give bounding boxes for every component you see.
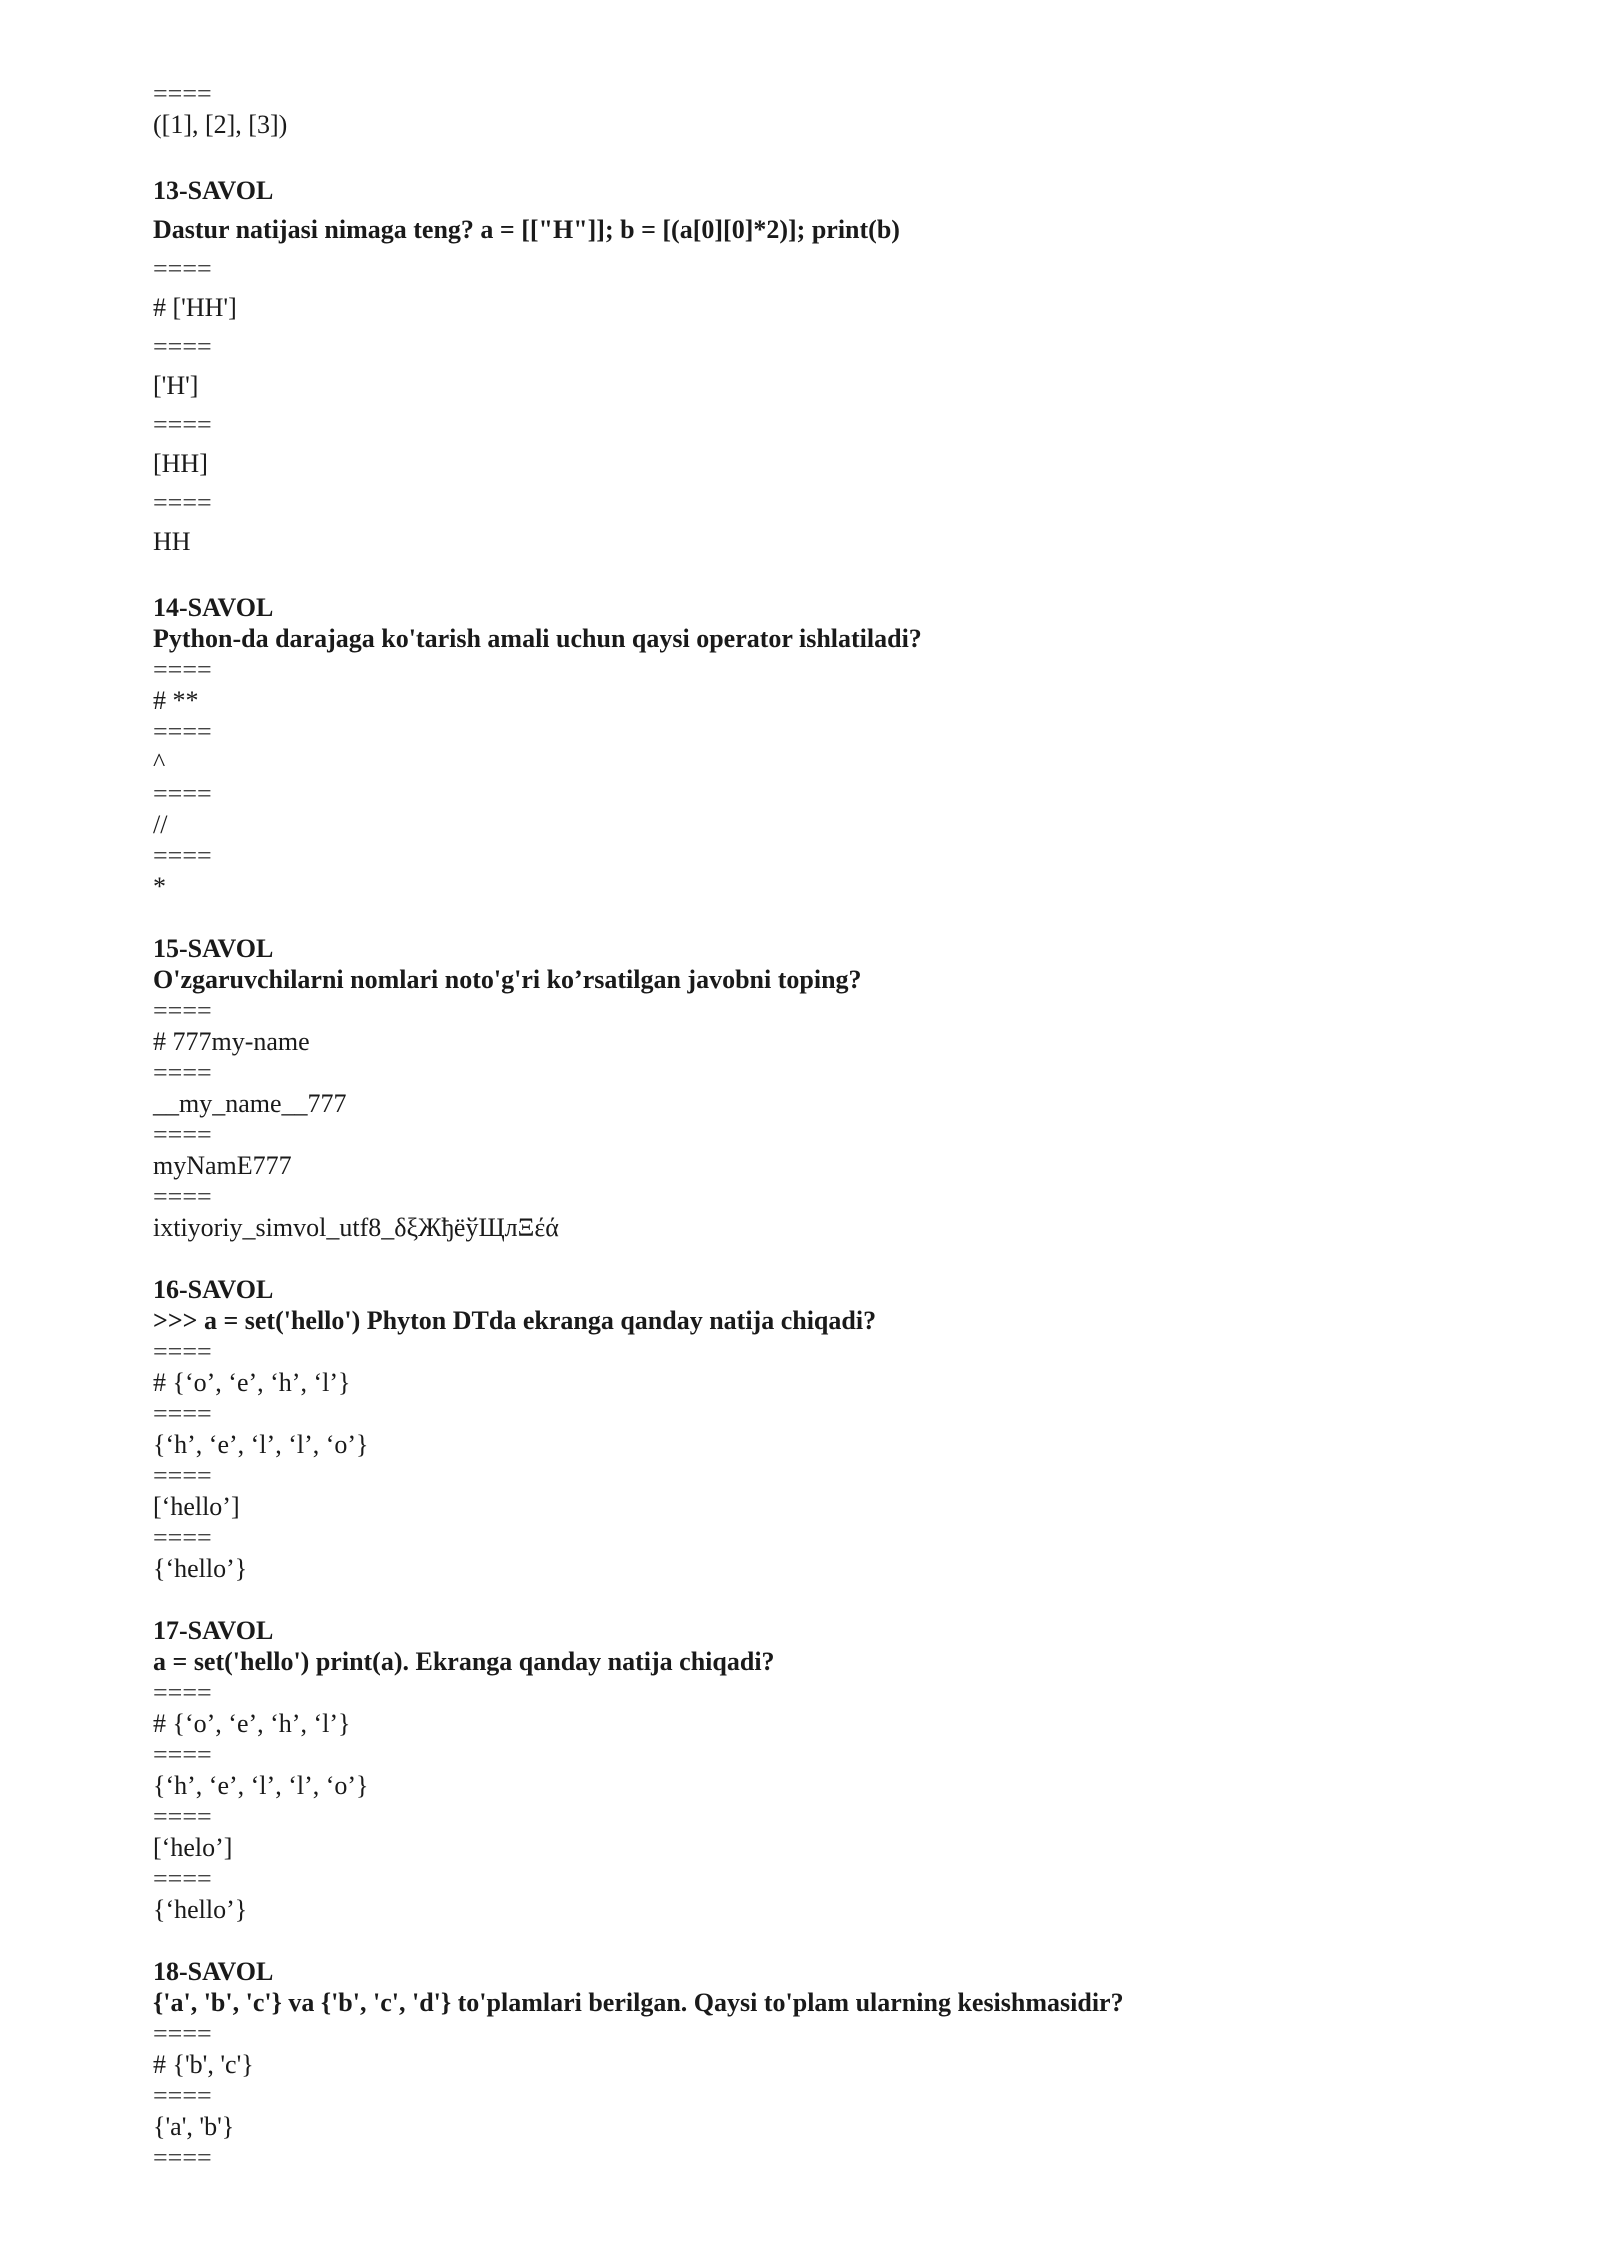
answer-option: __my_name__777	[153, 1089, 347, 1118]
separator: ====	[153, 79, 212, 108]
question-title: 16-SAVOL	[153, 1275, 274, 1304]
answer-option: {‘h’, ‘e’, ‘l’, ‘l’, ‘o’}	[153, 1430, 369, 1459]
answer-option: [HH]	[153, 449, 208, 478]
separator: ====	[153, 2019, 212, 2048]
question-text: {'a', 'b', 'c'} va {'b', 'c', 'd'} to'plamlari berilgan. Qaysi to'plam ularning kesishmasidir?	[153, 1988, 1124, 2017]
separator: ====	[153, 1740, 212, 1769]
answer-option: ^	[153, 748, 166, 777]
question-text: >>> a = set('hello') Phyton DTda ekranga qanday natija chiqadi?	[153, 1306, 877, 1335]
question-title: 15-SAVOL	[153, 934, 274, 963]
separator: ====	[153, 1182, 212, 1211]
answer-option: [‘helo’]	[153, 1833, 233, 1862]
question-title: 17-SAVOL	[153, 1616, 274, 1645]
separator: ====	[153, 1864, 212, 1893]
answer-option: {‘h’, ‘e’, ‘l’, ‘l’, ‘o’}	[153, 1771, 369, 1800]
separator: ====	[153, 1802, 212, 1831]
separator: ====	[153, 1523, 212, 1552]
separator: ====	[153, 2143, 212, 2172]
answer-option: HH	[153, 527, 191, 556]
question-text: O'zgaruvchilarni nomlari noto'g'ri ko’rsatilgan javobni toping?	[153, 965, 862, 994]
separator: ====	[153, 841, 212, 870]
separator: ====	[153, 410, 212, 439]
separator: ====	[153, 2081, 212, 2110]
answer-option-correct: # {‘o’, ‘e’, ‘h’, ‘l’}	[153, 1709, 351, 1738]
question-title: 13-SAVOL	[153, 176, 274, 205]
answer-option: *	[153, 872, 166, 901]
separator: ====	[153, 779, 212, 808]
answer-option: {‘hello’}	[153, 1554, 248, 1583]
separator: ====	[153, 254, 212, 283]
question-text: Dastur natijasi nimaga teng? a = [["H"]]; b = [(a[0][0]*2)]; print(b)	[153, 215, 900, 244]
answer-option-correct: # {‘o’, ‘e’, ‘h’, ‘l’}	[153, 1368, 351, 1397]
answer-option-correct: # **	[153, 686, 199, 715]
separator: ====	[153, 488, 212, 517]
answer-option: myNamE777	[153, 1151, 292, 1180]
answer-option: ['H']	[153, 371, 199, 400]
answer-option: ([1], [2], [3])	[153, 110, 288, 139]
separator: ====	[153, 1399, 212, 1428]
question-text: Python-da darajaga ko'tarish amali uchun qaysi operator ishlatiladi?	[153, 624, 922, 653]
separator: ====	[153, 1058, 212, 1087]
answer-option: //	[153, 810, 168, 839]
answer-option: [‘hello’]	[153, 1492, 240, 1521]
answer-option-correct: # ['HH']	[153, 293, 237, 322]
separator: ====	[153, 717, 212, 746]
answer-option-correct: # 777my-name	[153, 1027, 310, 1056]
separator: ====	[153, 1120, 212, 1149]
separator: ====	[153, 1461, 212, 1490]
answer-option: {'a', 'b'}	[153, 2112, 235, 2141]
separator: ====	[153, 996, 212, 1025]
answer-option: {‘hello’}	[153, 1895, 248, 1924]
separator: ====	[153, 1678, 212, 1707]
separator: ====	[153, 1337, 212, 1366]
question-text: a = set('hello') print(a). Ekranga qanday natija chiqadi?	[153, 1647, 775, 1676]
question-title: 14-SAVOL	[153, 593, 274, 622]
answer-option-correct: # {'b', 'c'}	[153, 2050, 254, 2079]
question-title: 18-SAVOL	[153, 1957, 274, 1986]
document-page	[153, 78, 1483, 2173]
separator: ====	[153, 655, 212, 684]
separator: ====	[153, 332, 212, 361]
answer-option: ixtiyoriy_simvol_utf8_δξЖђёўЩлΞέά	[153, 1213, 559, 1242]
